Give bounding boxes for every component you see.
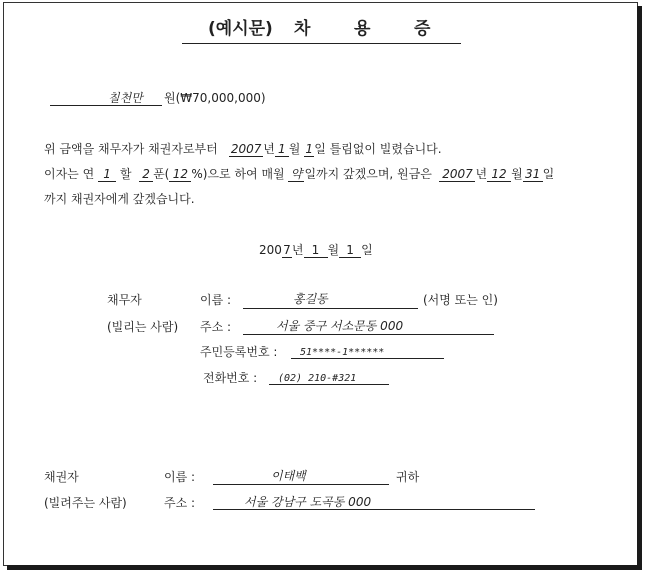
due-year: 2007 [439,168,475,182]
debtor-phone-underline [269,384,389,385]
debtor-name-label: 이름 : [200,293,232,307]
pay-day: 약 [288,168,304,182]
debtor-address-label: 주소 : [200,320,232,334]
creditor-name-suffix: 귀하 [396,470,420,484]
borrow-day: 1 [305,142,314,156]
debtor-role-sub: (빌리는 사람) [107,320,179,334]
sign-date: 2007년 1 월 1 일 [259,243,373,257]
title-char-3: 증 [414,19,431,39]
creditor-name-value: 이태백 [271,469,306,483]
page-shadow-bottom [7,565,642,570]
sign-year-digit: 7 [283,243,291,257]
rate-percent: 12 [169,168,191,182]
creditor-role: 채권자 [44,470,79,484]
creditor-name-label: 이름 : [164,470,196,484]
amount-text: 원(₩70,000,000) [164,91,266,105]
borrow-month: 1 [275,143,289,157]
debtor-id-value: 51****-1****** [300,347,385,358]
debtor-name-underline [243,308,418,309]
due-month: 12 [487,168,511,182]
body-line-3: 까지 채권자에게 갚겠습니다. [44,192,195,206]
debtor-name-suffix: (서명 또는 인) [423,293,498,307]
amount-written: 칠천만 [108,91,143,105]
rate-frac: 2 [139,168,153,182]
creditor-role-sub: (빌려주는 사람) [44,496,127,510]
title-prefix: (예시문) [208,19,273,39]
debtor-id-label: 주민등록번호 : [200,345,278,359]
debtor-id-underline [291,358,444,359]
document-page [3,2,638,566]
creditor-address-value: 서울 강남구 도곡동 000 [244,495,372,509]
body-line-1: 위 금액을 채무자가 채권자로부터 2007 년 1 월 1일 틀림없이 빌렸습니다. [44,142,442,156]
debtor-phone-label: 전화번호 : [203,371,258,385]
debtor-phone-value: (02) 210-#321 [278,373,357,384]
sign-month: 1 [304,244,328,258]
debtor-role: 채무자 [107,293,142,307]
title-underline [182,43,461,44]
creditor-address-label: 주소 : [164,496,196,510]
page-shadow-right [637,6,642,569]
due-day: 31 [523,168,543,182]
title-char-1: 차 [294,19,311,39]
debtor-address-value: 서울 중구 서소문동 000 [276,319,404,333]
creditor-name-underline [213,484,389,485]
debtor-address-underline [243,334,494,335]
body-line-2: 이자는 연 1 할 2 푼( 12 %)으로 하여 매월 약 일까지 갚겠으며, 원금은 2007 년 12 월 31 일 [44,167,555,181]
debtor-name-value: 홍길동 [293,292,328,306]
borrow-year: 2007 [230,142,262,156]
rate-whole: 1 [98,168,116,182]
sign-day: 1 [339,244,361,258]
amount-underline [50,105,162,106]
creditor-address-underline [213,509,535,510]
title-char-2: 용 [354,19,371,39]
